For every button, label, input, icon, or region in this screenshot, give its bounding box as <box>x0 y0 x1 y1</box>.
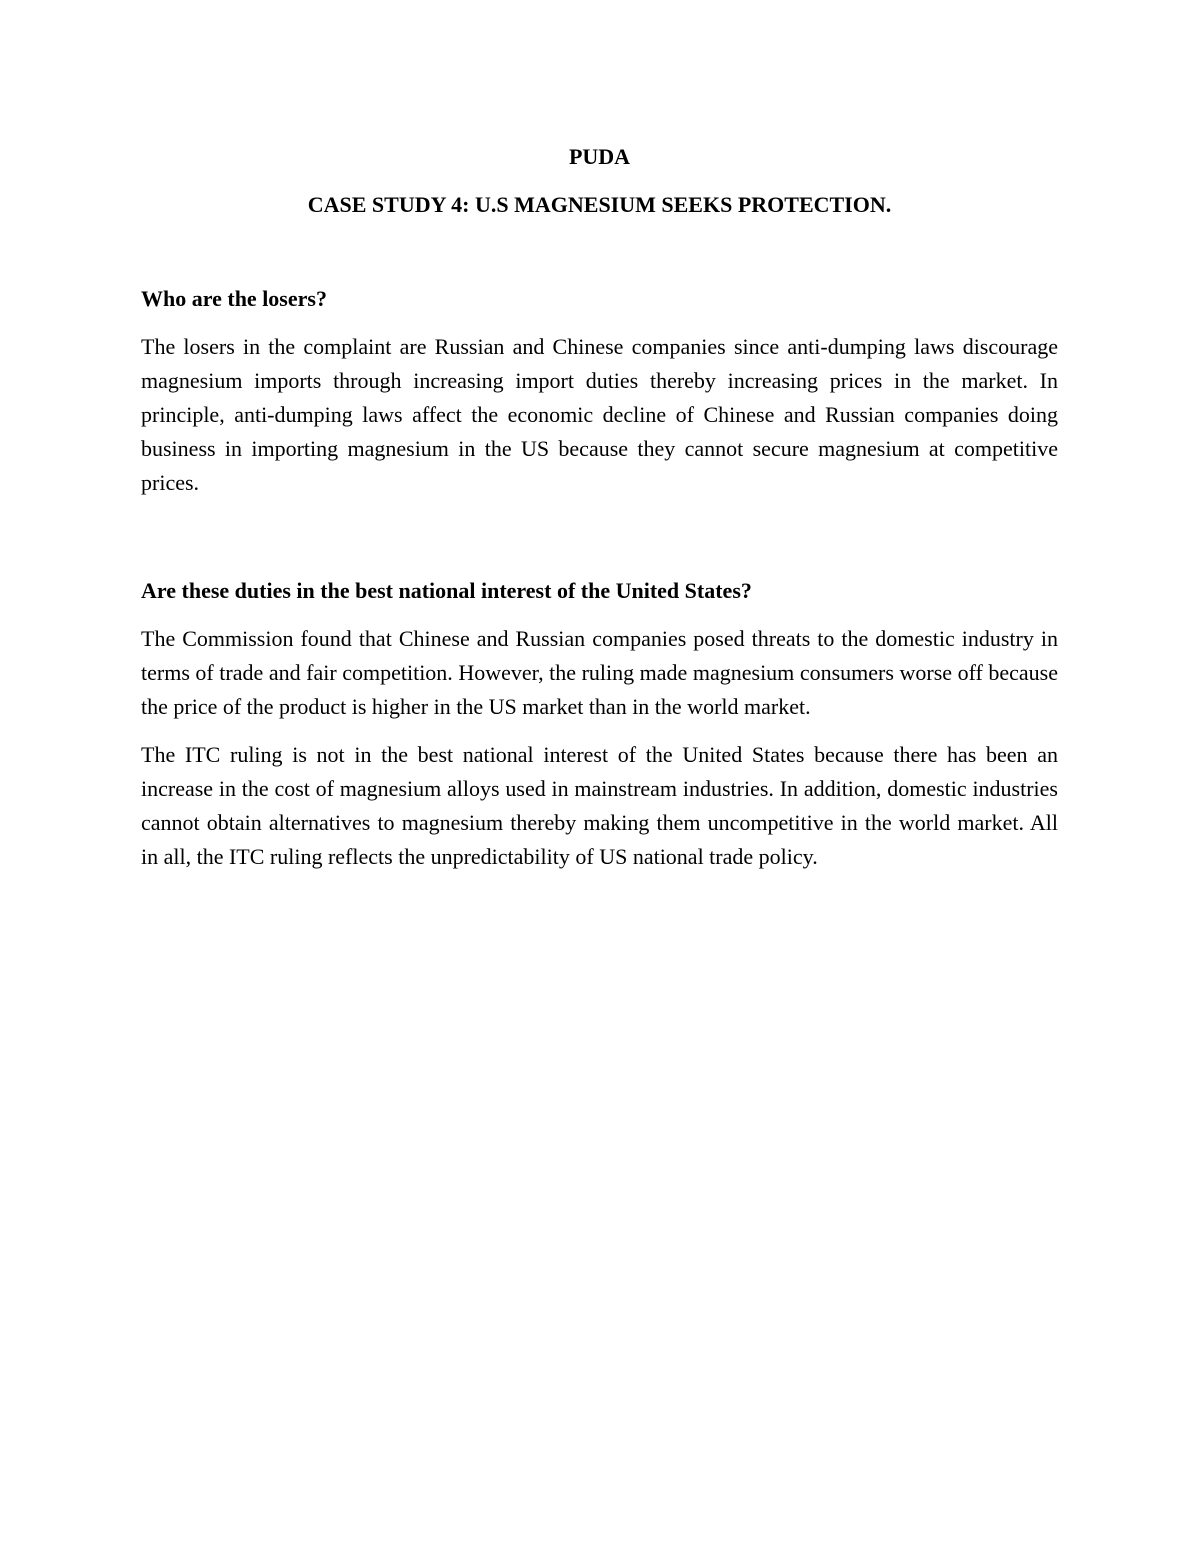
section-heading-losers: Who are the losers? <box>141 286 327 311</box>
section-paragraph-losers: The losers in the complaint are Russian and Chinese companies since anti-dumping laws discourage magnesium imports through increasing import duties thereby increasing prices in the market. In principle, anti-dumping laws affect the economic decline of Chinese and Russian companies doing business in importing magnesium in the US because they cannot secure magnesium at competitive prices. <box>141 334 1058 495</box>
section-paragraph-commission: The Commission found that Chinese and Russian companies posed threats to the domestic industry in terms of trade and fair competition. However, the ruling made magnesium consumers worse off because the price of the product is higher in the US market than in the world market. <box>141 626 1058 719</box>
document-header: PUDA <box>568 144 631 169</box>
section-heading-national-interest: Are these duties in the best national interest of the United States? <box>141 578 752 603</box>
document-body <box>141 140 1058 874</box>
document-title: CASE STUDY 4: U.S MAGNESIUM SEEKS PROTECTION. <box>307 192 892 217</box>
section-paragraph-itc-ruling: The ITC ruling is not in the best national interest of the United States because there has been an increase in the cost of magnesium alloys used in mainstream industries. In addition, domestic industries cannot obtain alternatives to magnesium thereby making them uncompetitive in the world market. All in all, the ITC ruling reflects the unpredictability of US national trade policy. <box>141 742 1058 869</box>
